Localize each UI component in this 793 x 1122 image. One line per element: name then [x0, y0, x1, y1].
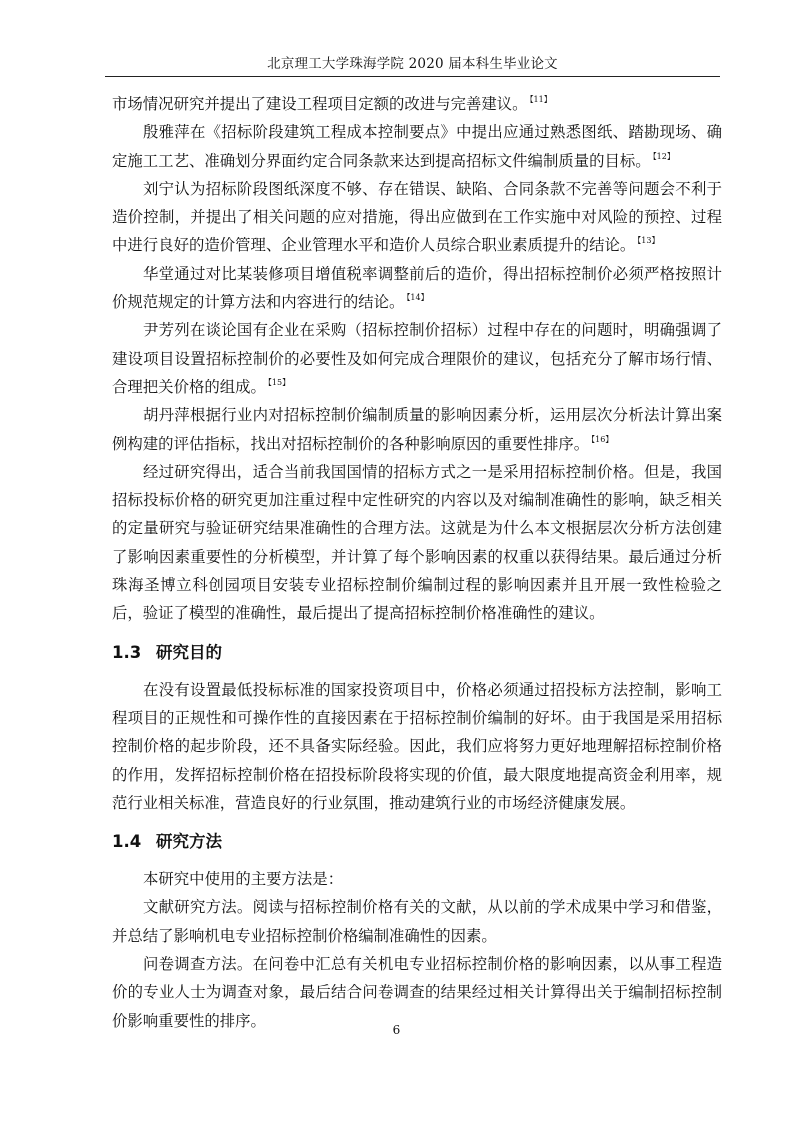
citation-mark: 【16】	[591, 434, 614, 444]
paragraph-text: 经过研究得出，适合当前我国国情的招标方式之一是采用招标控制价格。但是，我国招标投标价格的研究更加注重过程中定性研究的内容以及对编制准确性的影响，缺乏相关的定量研究与验证研究结果准确性的合理方法。这就是为什么本文根据层次分析方法创建了影响因素重要性的分析模型，并计算了每个影响因素的权重以获得结果。最后通过分析珠海圣博立科创园项目安装专业招标控制价编制过程的影响因素并且开展一致性检验之后，验证了模型的准确性，最后提出了提高招标控制价格准确性的建议。	[112, 462, 722, 623]
paragraph-text: 殷雅萍在《招标阶段建筑工程成本控制要点》中提出应通过熟悉图纸、踏勘现场、确定施工工艺、准确划分界面约定合同条款来达到提高招标文件编制质量的目标。	[112, 123, 722, 170]
citation-mark: 【14】	[406, 293, 429, 303]
paragraph	[112, 316, 722, 401]
paragraph	[112, 175, 722, 260]
section-number: 1.3	[112, 642, 142, 662]
paragraph	[112, 458, 722, 628]
citation-mark: 【12】	[652, 151, 675, 161]
paragraph: 本研究中使用的主要方法是：	[143, 870, 344, 889]
section-heading-1-4	[112, 828, 722, 856]
paragraph	[112, 90, 722, 118]
paragraph: 在没有设置最低投标标准的国家投资项目中，价格必须通过招投标方法控制，影响工程项目的正规性和可操作性的直接因素在于招标控制价编制的好坏。由于我国是采用招标控制价格的起步阶段，还不具备实际经验。因此，我们应将努力更好地理解招标控制价格的作用，发挥招标控制价格在招投标阶段将实现的价值，最大限度地提高资金利用率，规范行业相关标准，营造良好的行业氛围，推动建筑行业的市场经济健康发展。	[112, 680, 722, 812]
page-number: 6	[392, 1023, 401, 1037]
paragraph-text: 胡丹萍根据行业内对招标控制价编制质量的影响因素分析，运用层次分析法计算出案例构建的评估指标，找出对招标控制价的各种影响原因的重要性排序。	[112, 406, 722, 453]
paragraph-text: 华堂通过对比某装修项目增值税率调整前后的造价，得出招标控制价必须严格按照计价规范规定的计算方法和内容进行的结论。	[112, 264, 722, 312]
paragraph	[112, 118, 722, 175]
paragraph	[112, 401, 722, 458]
header-rule	[105, 76, 720, 77]
section-title: 研究目的	[156, 642, 222, 662]
paragraph-text: 市场情况研究并提出了建设工程项目定额的改进与完善建议。	[112, 95, 528, 113]
paragraph: 问卷调查方法。在问卷中汇总有关机电专业招标控制价格的影响因素，以从事工程造价的专业人士为调查对象，最后结合问卷调查的结果经过相关计算得出关于编制招标控制价影响重要性的排序。	[112, 955, 722, 1030]
section-heading-1-3	[112, 639, 722, 667]
citation-mark: 【15】	[267, 377, 291, 387]
paragraph: 文献研究方法。阅读与招标控制价格有关的文献，从以前的学术成果中学习和借鉴，并总结了影响机电专业招标控制价格编制准确性的因素。	[112, 898, 722, 945]
section-title: 研究方法	[156, 832, 222, 852]
page-body	[112, 90, 722, 1035]
citation-mark: 【11】	[529, 95, 552, 104]
citation-mark: 【13】	[637, 236, 660, 246]
running-header: 北京理工大学珠海学院 2020 届本科生毕业论文	[267, 56, 558, 72]
section-number: 1.4	[112, 832, 142, 852]
paragraph-text: 刘宁认为招标阶段图纸深度不够、存在错误、缺陷、合同条款不完善等问题会不利于造价控制，并提出了相关问题的应对措施，得出应做到在工作实施中对风险的预控、过程中进行良好的造价管理、企业管理水平和造价人员综合职业素质提升的结论。	[112, 179, 722, 255]
paragraph-text: 尹芳列在谈论国有企业在采购（招标控制价招标）过程中存在的问题时，明确强调了建设项目设置招标控制价的必要性及如何完成合理限价的建议，包括充分了解市场行情、合理把关价格的组成。	[112, 321, 722, 396]
paragraph	[112, 260, 722, 317]
